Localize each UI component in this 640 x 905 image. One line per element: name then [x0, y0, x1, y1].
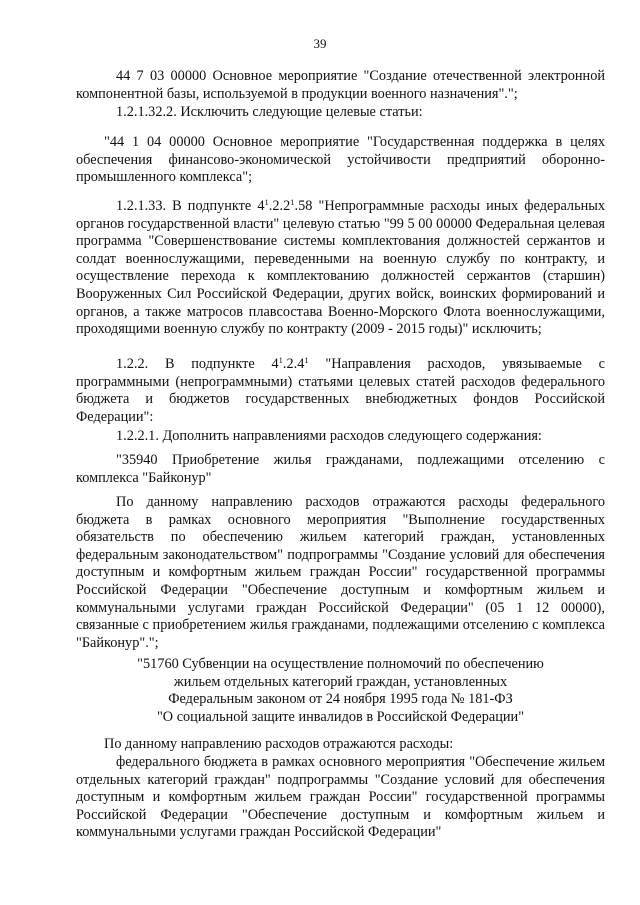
p4-superscript-1: 1	[264, 197, 269, 207]
paragraph-51760-intro: По данному направлению расходов отражаются расходы:	[104, 736, 454, 752]
heading-51760-line-1: "51760 Субвенции на осуществление полномочий по обеспечению	[137, 656, 544, 672]
heading-51760-line-2: жильем отдельных категорий граждан, установленных	[173, 673, 508, 690]
heading-51760-line-3: Федеральным законом от 24 ноября 1995 года № 181-ФЗ	[168, 691, 513, 708]
p4-part-c: .58 "Непрограммные расходы иных федеральных органов государственной власти" целевую статью "99 5 00 00000 Федеральная целевая программа "Совершенствование системы комплектования должностей сержантов и солдат военнослужащими, переведенными на военную службу по контракту, и осуществление перехода к комплектованию должностей сержантов (старшин) Вооруженных Сил Российской Федерации, других войск, воинских формирований и органов, а также матросов плавсостава Военно-Морского Флота военнослужащими, проходящими военную службу по контракту (2009 - 2015 годы)" исключить;	[76, 198, 605, 338]
paragraph-1-2-2	[76, 356, 605, 426]
p4-part-a: 1.2.1.33. В подпункте 4	[116, 198, 265, 214]
p4-part-b: .2.2	[268, 198, 291, 214]
paragraph-51760-federal-budget: федерального бюджета в рамках основного мероприятия "Обеспечение жильем отдельных категорий граждан" подпрограммы "Создание условий для обеспечения доступным и комфортным жильем граждан России" государственной программы Российской Федерации "Обеспечение доступным и комфортным жильем и коммунальными услугами граждан Российской Федерации"	[76, 754, 605, 841]
page-number: 39	[313, 36, 327, 51]
p5-part-a: 1.2.2. В подпункте 4	[116, 356, 279, 372]
paragraph-exclude-articles: 1.2.1.32.2. Исключить следующие целевые статьи:	[116, 104, 423, 120]
paragraph-electronic-components: 44 7 03 00000 Основное мероприятие "Создание отечественной электронной компонентной базы, используемой в продукции военного назначения".";	[76, 68, 605, 102]
heading-51760	[76, 656, 605, 726]
p5-superscript-2: 1	[304, 355, 309, 365]
paragraph-state-support: "44 1 04 00000 Основное мероприятие "Государственная поддержка в целях обеспечения финансово-экономической устойчивости предприятий оборонно-промышленного комплекса";	[76, 134, 605, 186]
p5-superscript-1: 1	[278, 355, 283, 365]
paragraph-1-2-2-1: 1.2.2.1. Дополнить направлениями расходов следующего содержания:	[116, 428, 542, 444]
p5-part-b: .2.4	[282, 356, 305, 372]
heading-51760-line-4: "О социальной защите инвалидов в Российской Федерации"	[156, 708, 525, 725]
paragraph-35940-heading: "35940 Приобретение жилья гражданами, подлежащими отселению с комплекса "Байконур"	[76, 452, 605, 486]
paragraph-1-2-1-33	[76, 198, 605, 339]
paragraph-35940-description: По данному направлению расходов отражаются расходы федерального бюджета в рамках основного мероприятия "Выполнение государственных обязательств по обеспечению жильем категорий граждан, установленных федеральным законодательством" подпрограммы "Создание условий для обеспечения доступным и комфортным жильем граждан России" государственной программы Российской Федерации "Обеспечение доступным и комфортным жильем и коммунальными услугами граждан Российской Федерации" (05 1 12 00000), связанные с приобретением жилья гражданами, подлежащими отселению с комплекса "Байконур".";	[76, 494, 605, 651]
p4-superscript-2: 1	[290, 197, 295, 207]
p5-part-c: "Направления расходов, увязываемые с программными (непрограммными) статьями целевых статей расходов федерального бюджета и бюджетов государственных внебюджетных фондов Российской Федерации":	[76, 356, 605, 425]
